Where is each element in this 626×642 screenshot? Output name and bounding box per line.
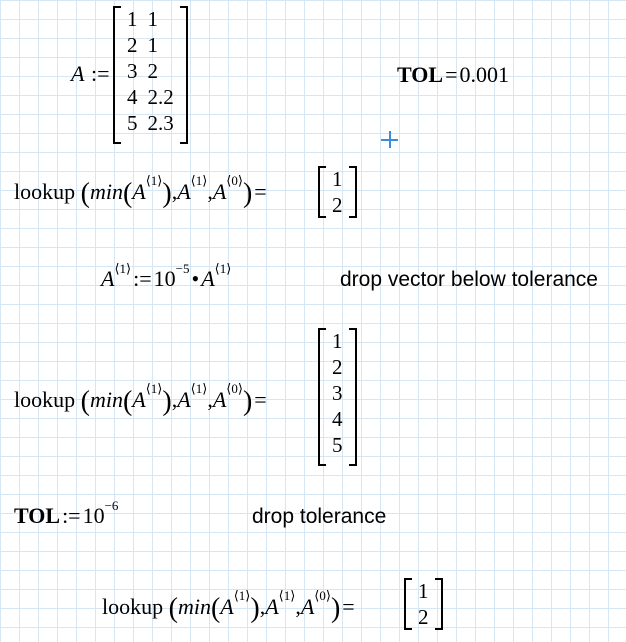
min-fn: min [89,387,123,412]
matrix-row [122,84,179,110]
matrix-A [113,6,188,144]
lookup-expression-1[interactable]: lookup $(\min(A^{⟨1⟩}),A^{⟨1⟩},A^{⟨0⟩})=$ [14,173,267,209]
matrix-row [327,432,348,458]
exponent: −6 [104,498,119,513]
matrix-row [122,6,179,32]
comment-drop-tolerance[interactable]: drop tolerance [252,505,387,528]
tol-display[interactable] [397,64,509,86]
var-A: A [132,179,146,204]
matrix-cell: 5 [127,111,138,135]
matrix-row [327,192,348,218]
crosshair-cursor-icon [381,131,398,148]
matrix-row [122,58,179,84]
assign-operator: := [91,61,110,86]
multiply-dot: • [191,266,200,291]
result-vector-2 [318,328,357,466]
lookup-fn: lookup [14,387,76,412]
var-A: A [101,266,115,291]
scale-definition[interactable]: $A^{⟨1⟩}:=10^{-5}•A^{⟨1⟩}$ [101,261,232,291]
matrix-cell: 2 [127,33,138,57]
col-superscript: ⟨1⟩ [145,173,163,188]
result-vector-3 [404,578,443,630]
matrix-cell: 1 [147,33,158,57]
matrix-cell: 2 [332,193,343,217]
tol-name: TOL [14,503,61,528]
var-A: A [212,179,227,204]
matrix-cell: 2.2 [147,85,174,109]
comment-drop-vector[interactable]: drop vector below tolerance [340,268,598,291]
min-fn: min [89,179,123,204]
lookup-expression-2[interactable]: lookup $(\min(A^{⟨1⟩}),A^{⟨1⟩},A^{⟨0⟩})=$ [14,381,267,417]
matrix-row [327,354,348,380]
exponent: −5 [175,261,190,276]
matrix-cell: 2.3 [147,111,174,135]
tol-name: TOL [397,62,444,87]
matrix-cell: 1 [332,329,343,353]
matrix-cell: 4 [127,85,138,109]
matrix-cell: 5 [332,433,343,457]
matrix-row [327,166,348,192]
matrix-var: A [71,61,85,86]
equals-sign: = [445,62,458,87]
matrix-cell: 1 [418,579,429,603]
assign-operator: := [133,266,152,291]
matrix-cell: 2 [418,605,429,629]
matrix-row [413,578,434,604]
matrix-cell: 2 [147,59,158,83]
matrix-cell: 2 [332,355,343,379]
matrix-definition[interactable] [71,6,201,144]
lookup-fn: lookup [14,179,76,204]
equals-sign: = [254,179,267,204]
matrix-row [413,604,434,630]
matrix-row [327,328,348,354]
var-A: A [201,266,215,291]
assign-operator: := [62,503,81,528]
result-vector-1 [318,166,357,218]
lookup-expression-3[interactable]: lookup $(\min(A^{⟨1⟩}),A^{⟨1⟩},A^{⟨0⟩})=$ [102,588,355,624]
matrix-cell: 4 [332,407,343,431]
tol-definition[interactable]: $TOL:=10^{-6}$ [14,498,119,528]
matrix-cell: 1 [332,167,343,191]
var-A: A [177,179,191,204]
matrix-row [327,406,348,432]
matrix-cell: 1 [127,7,138,31]
matrix-row [122,110,179,136]
lookup-fn: lookup [102,594,164,619]
base-10: 10 [153,266,176,291]
matrix-cell: 3 [127,59,138,83]
matrix-cell: 1 [147,7,158,31]
tol-value: 0.001 [459,62,509,87]
matrix-cell: 3 [332,381,343,405]
matrix-row [327,380,348,406]
matrix-row [122,32,179,58]
